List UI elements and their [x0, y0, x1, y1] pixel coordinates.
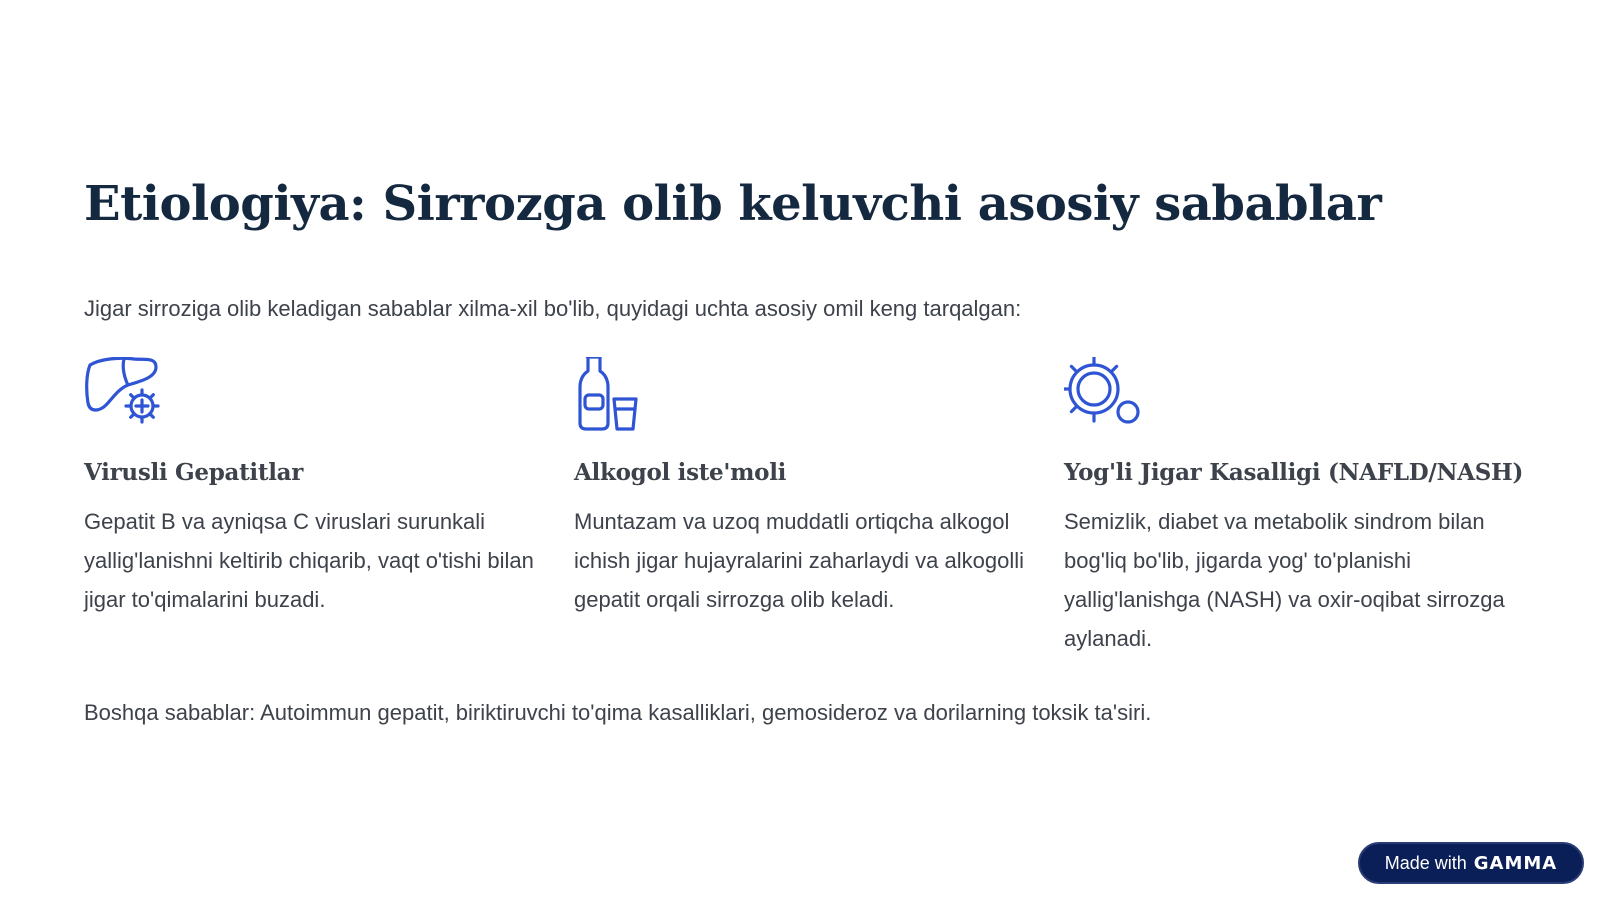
- cause-description: Muntazam va uzoq muddatli ortiqcha alkogol ichish jigar hujayralarini zaharlaydi va alkogolli gepatit orqali sirrozga olib keladi.: [574, 509, 1025, 612]
- intro-text: Jigar sirroziga olib keladigan sabablar xilma-xil bo'lib, quyidagi uchta asosiy omil keng tarqalgan:: [84, 296, 1022, 321]
- made-with-gamma-badge[interactable]: [1358, 842, 1584, 884]
- cause-title: Virusli Gepatitlar: [84, 459, 304, 486]
- other-causes-text: Boshqa sabablar: Autoimmun gepatit, biriktiruvchi to'qima kasalliklari, gemosideroz va dorilarning toksik ta'siri.: [84, 700, 1152, 725]
- cause-title: Yog'li Jigar Kasalligi (NAFLD/NASH): [1064, 459, 1524, 486]
- causes-list: [84, 357, 1524, 658]
- cause-description: Semizlik, diabet va metabolik sindrom bilan bog'liq bo'lib, jigarda yog' to'planishi yallig'lanishga (NASH) va oxir-oqibat sirrozga aylanadi.: [1064, 509, 1505, 651]
- alcohol-bottle-icon: [574, 357, 654, 437]
- cause-description: Gepatit B va ayniqsa C viruslari surunkali yallig'lanishni keltirib chiqarib, vaqt o'tishi bilan jigar to'qimalarini buzadi.: [84, 509, 534, 612]
- cause-card-fatty-liver: [1064, 357, 1554, 658]
- cause-title: Alkogol iste'moli: [574, 459, 787, 486]
- liver-virus-icon: [84, 357, 164, 437]
- badge-made-with-label: Made with: [1384, 852, 1467, 873]
- cause-card-viral-hepatitis: [84, 357, 574, 658]
- fat-cell-icon: [1064, 357, 1144, 437]
- cause-card-alcohol: [574, 357, 1064, 658]
- page-title: Etiologiya: Sirrozga olib keluvchi asosiy sabablar: [84, 176, 1382, 232]
- gamma-logo: GAMMA: [1473, 852, 1558, 874]
